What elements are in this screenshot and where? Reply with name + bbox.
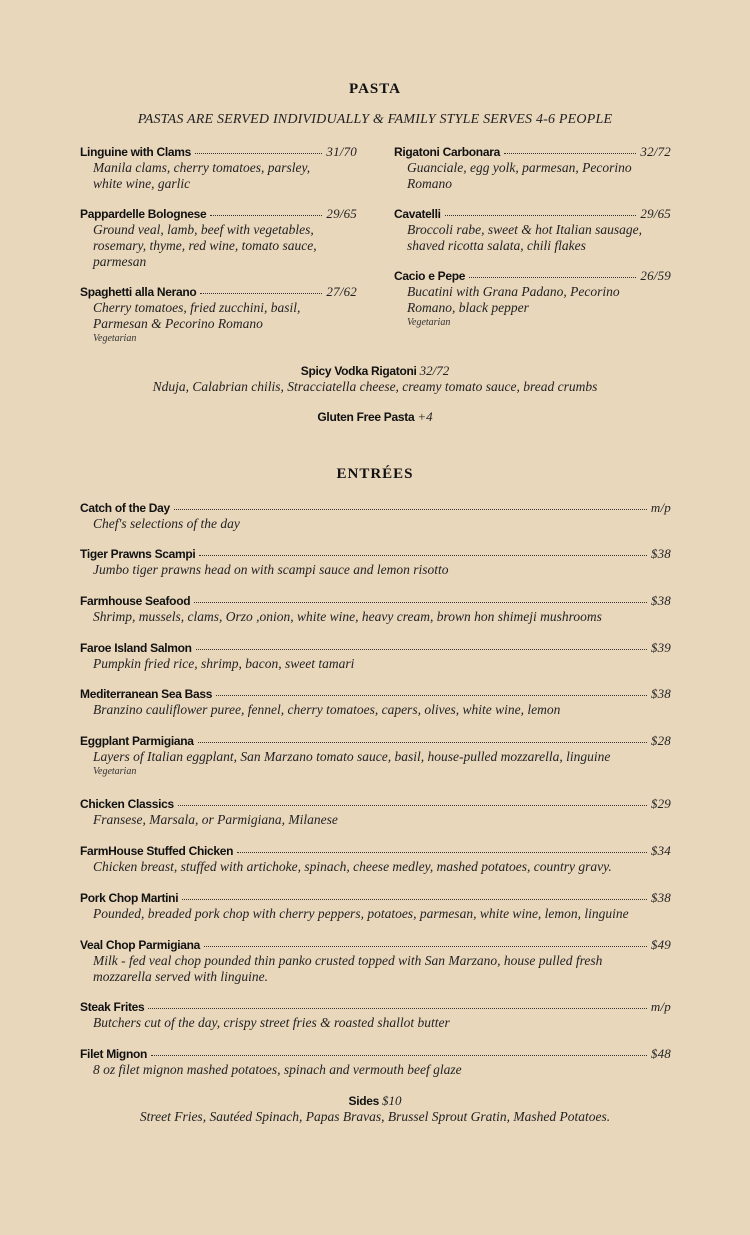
item-description: Jumbo tiger prawns head on with scampi sauce and lemon risotto [93, 562, 449, 577]
item-price: $38 [650, 686, 671, 701]
item-name: Steak Frites [80, 1000, 145, 1014]
item-name: Eggplant Parmigiana [80, 734, 194, 748]
item-description: Ground veal, lamb, beef with vegetables, [93, 222, 314, 237]
item-description: mozzarella served with linguine. [93, 969, 268, 984]
sides-description [0, 1108, 750, 1125]
menu-item [394, 206, 671, 254]
vegetarian-tag: Vegetarian [93, 333, 137, 344]
item-description: 8 oz filet mignon mashed potatoes, spinach and vermouth beef glaze [93, 1062, 462, 1077]
item-name: Linguine with Clams [80, 145, 191, 159]
menu-item [394, 144, 671, 192]
item-price: m/p [650, 500, 671, 515]
item-name: Farmhouse Seafood [80, 594, 191, 608]
item-price: $38 [650, 890, 671, 905]
vegetarian-tag: Vegetarian [407, 317, 451, 328]
item-price: 27/62 [326, 284, 357, 299]
item-description: Guanciale, egg yolk, parmesan, Pecorino [407, 160, 632, 175]
item-description: rosemary, thyme, red wine, tomato sauce, [93, 238, 317, 253]
item-description: Layers of Italian eggplant, San Marzano tomato sauce, basil, house-pulled mozzarella, linguine [93, 749, 611, 764]
item-price: +4 [417, 409, 433, 424]
pasta-subtitle: PASTAS ARE SERVED INDIVIDUALLY & FAMILY STYLE SERVES 4-6 PEOPLE [137, 112, 613, 127]
item-description: Romano, black pepper [407, 300, 529, 315]
item-price: 32/72 [419, 363, 450, 378]
item-description: Pumpkin fried rice, shrimp, bacon, sweet tamari [93, 656, 355, 671]
entrees-heading: ENTRÉES [336, 466, 414, 482]
item-price: $48 [650, 1046, 671, 1061]
vegetarian-tag: Vegetarian [93, 766, 137, 777]
item-price: 29/65 [640, 206, 671, 221]
item-name: Cacio e Pepe [394, 269, 466, 283]
menu-item [80, 890, 671, 922]
menu-item [80, 796, 671, 828]
item-description: Romano [407, 176, 452, 191]
featured-pasta [0, 362, 750, 379]
item-name: Sides [348, 1094, 380, 1108]
menu-item [80, 593, 671, 625]
item-name: Gluten Free Pasta [317, 410, 415, 424]
item-name: Mediterranean Sea Bass [80, 687, 213, 701]
item-price: $39 [650, 640, 671, 655]
item-name: Veal Chop Parmigiana [80, 938, 201, 952]
item-price: 26/59 [640, 268, 671, 283]
item-description: Chef's selections of the day [93, 516, 240, 531]
item-price: $28 [650, 733, 671, 748]
gluten-free-option [0, 408, 750, 425]
item-name: Spaghetti alla Nerano [80, 285, 197, 299]
item-description: Manila clams, cherry tomatoes, parsley, [93, 160, 311, 175]
item-description: Parmesan & Pecorino Romano [93, 316, 263, 331]
item-description: Butchers cut of the day, crispy street fries & roasted shallot butter [93, 1015, 450, 1030]
item-description: white wine, garlic [93, 176, 191, 191]
menu-item [80, 999, 671, 1031]
item-price: 29/65 [326, 206, 357, 221]
item-name: Chicken Classics [80, 797, 174, 811]
item-price: m/p [650, 999, 671, 1014]
item-price: $10 [382, 1093, 402, 1108]
menu-item [80, 284, 357, 345]
item-description: Branzino cauliflower puree, fennel, cherry tomatoes, capers, olives, white wine, lemon [93, 702, 561, 717]
menu-item [80, 546, 671, 578]
item-name: Spicy Vodka Rigatoni [300, 364, 417, 378]
menu-item [80, 843, 671, 875]
menu-item [394, 268, 671, 329]
item-description: Broccoli rabe, sweet & hot Italian sausage, [407, 222, 642, 237]
menu-item [80, 733, 671, 778]
item-price: 32/72 [640, 144, 671, 159]
item-description: Street Fries, Sautéed Spinach, Papas Bravas, Brussel Sprout Gratin, Mashed Potatoes. [139, 1109, 611, 1124]
item-description: Fransese, Marsala, or Parmigiana, Milanese [93, 812, 338, 827]
item-name: Filet Mignon [80, 1047, 148, 1061]
item-name: Faroe Island Salmon [80, 641, 192, 655]
pasta-heading: PASTA [349, 81, 401, 97]
item-description: Cherry tomatoes, fried zucchini, basil, [93, 300, 301, 315]
item-name: Pork Chop Martini [80, 891, 179, 905]
item-description: parmesan [93, 254, 147, 269]
menu-item [80, 1046, 671, 1078]
menu-item [80, 500, 671, 532]
item-price: 31/70 [326, 144, 357, 159]
item-price: $29 [650, 796, 671, 811]
featured-pasta-description [0, 378, 750, 395]
item-name: FarmHouse Stuffed Chicken [80, 844, 234, 858]
item-description: Bucatini with Grana Padano, Pecorino [407, 284, 620, 299]
menu-item [80, 144, 357, 192]
item-description: Shrimp, mussels, clams, Orzo ,onion, white wine, heavy cream, brown hon shimeji mushrooms [93, 609, 602, 624]
item-description: Chicken breast, stuffed with artichoke, spinach, cheese medley, mashed potatoes, country gravy. [93, 859, 612, 874]
item-price: $49 [650, 937, 671, 952]
item-name: Pappardelle Bolognese [80, 207, 207, 221]
item-description: Milk - fed veal chop pounded thin panko crusted topped with San Marzano, house pulled fresh [93, 953, 603, 968]
sides-heading [0, 1092, 750, 1109]
item-price: $34 [650, 843, 671, 858]
item-price: $38 [650, 593, 671, 608]
menu-item [80, 640, 671, 672]
menu-item [80, 686, 671, 718]
item-price: $38 [650, 546, 671, 561]
item-description: shaved ricotta salata, chili flakes [407, 238, 586, 253]
item-description: Pounded, breaded pork chop with cherry peppers, potatoes, parmesan, white wine, lemon, linguine [93, 906, 629, 921]
menu-item [80, 937, 671, 985]
item-name: Tiger Prawns Scampi [80, 547, 196, 561]
item-description: Nduja, Calabrian chilis, Stracciatella cheese, creamy tomato sauce, bread crumbs [152, 379, 598, 394]
item-name: Cavatelli [394, 207, 441, 221]
item-name: Rigatoni Carbonara [394, 145, 500, 159]
menu-item [80, 206, 357, 270]
item-name: Catch of the Day [80, 501, 170, 515]
